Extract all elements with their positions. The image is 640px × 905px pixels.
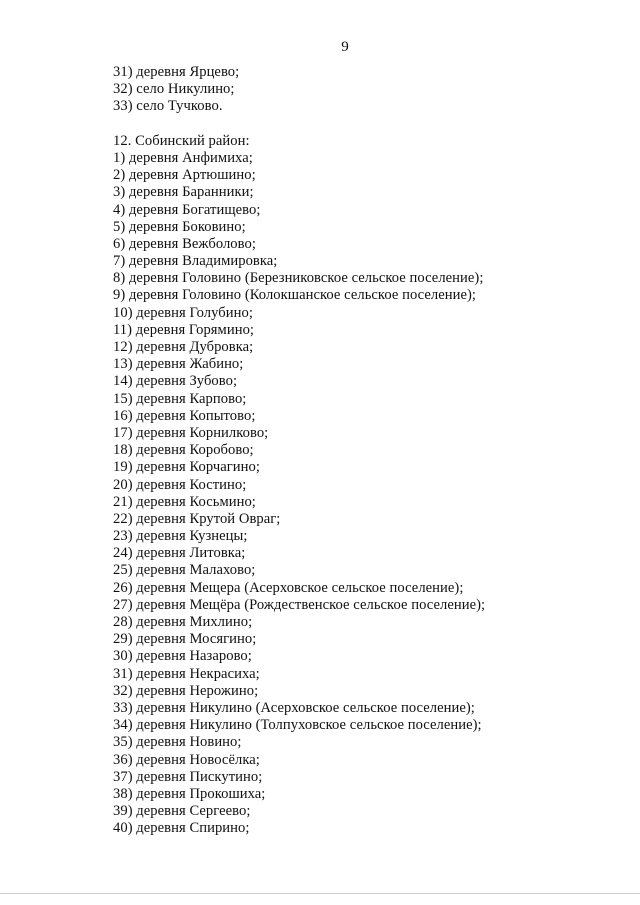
list-item: 11) деревня Горямино; — [113, 321, 255, 338]
section-heading: 12. Собинский район: — [113, 132, 250, 149]
list-item: 25) деревня Малахово; — [113, 562, 256, 579]
list-item: 3) деревня Баранники; — [113, 184, 254, 201]
list-item: 24) деревня Литовка; — [113, 545, 246, 562]
list-item: 23) деревня Кузнецы; — [113, 528, 248, 545]
list-item: 5) деревня Боковино; — [113, 218, 246, 235]
list-item: 29) деревня Мосягино; — [113, 631, 257, 648]
list-item: 27) деревня Мещёра (Рождественское сельское поселение); — [113, 596, 486, 613]
list-item: 26) деревня Мещера (Асерховское сельское поселение); — [113, 579, 464, 596]
paragraph-gap — [113, 116, 623, 133]
list-item: 33) село Тучково. — [113, 98, 223, 115]
list-item: 32) деревня Нерожино; — [113, 682, 259, 699]
list-item: 18) деревня Коробово; — [113, 442, 254, 459]
list-item: 31) деревня Некрасиха; — [113, 665, 260, 682]
page-number: 9 — [341, 39, 349, 55]
list-item: 36) деревня Новосёлка; — [113, 751, 260, 768]
list-item: 39) деревня Сергеево; — [113, 803, 251, 820]
list-item: 13) деревня Жабино; — [113, 356, 244, 373]
continued-list — [113, 64, 623, 116]
list-item: 34) деревня Никулино (Толпуховское сельское поселение); — [113, 717, 482, 734]
list-item: 32) село Никулино; — [113, 81, 235, 98]
list-item: 12) деревня Дубровка; — [113, 339, 254, 355]
list-item: 6) деревня Вежболово; — [113, 235, 256, 252]
list-item: 10) деревня Голубино; — [113, 304, 253, 321]
list-item: 37) деревня Пискутино; — [113, 768, 263, 785]
list-item: 14) деревня Зубово; — [113, 373, 238, 390]
list-item: 1) деревня Анфимиха; — [113, 149, 253, 166]
list-item: 16) деревня Копытово; — [113, 407, 256, 424]
list-item: 7) деревня Владимировка; — [113, 253, 278, 270]
list-item: 19) деревня Корчагино; — [113, 459, 260, 476]
list-item: 22) деревня Крутой Овраг; — [113, 510, 281, 527]
list-item: 20) деревня Костино; — [113, 476, 247, 493]
list-item: 21) деревня Косьмино; — [113, 493, 256, 510]
page-bottom-edge — [0, 893, 640, 894]
document-body — [113, 64, 623, 837]
list-item: 8) деревня Головино (Березниковское сельское поселение); — [113, 270, 484, 287]
list-item: 17) деревня Корнилково; — [113, 424, 269, 441]
list-item: 2) деревня Артюшино; — [113, 167, 256, 184]
list-item: 31) деревня Ярцево; — [113, 64, 240, 80]
list-item: 15) деревня Карпово; — [113, 390, 247, 407]
list-item: 9) деревня Головино (Колокшанское сельское поселение); — [113, 287, 477, 304]
list-item: 35) деревня Новино; — [113, 734, 242, 751]
list-item: 30) деревня Назарово; — [113, 648, 252, 665]
list-item: 33) деревня Никулино (Асерховское сельское поселение); — [113, 699, 475, 716]
list-item: 28) деревня Михлино; — [113, 614, 253, 630]
list-item: 40) деревня Спирино; — [113, 820, 250, 837]
section-list — [113, 150, 623, 838]
list-item: 4) деревня Богатищево; — [113, 201, 261, 218]
list-item: 38) деревня Прокошиха; — [113, 785, 266, 802]
